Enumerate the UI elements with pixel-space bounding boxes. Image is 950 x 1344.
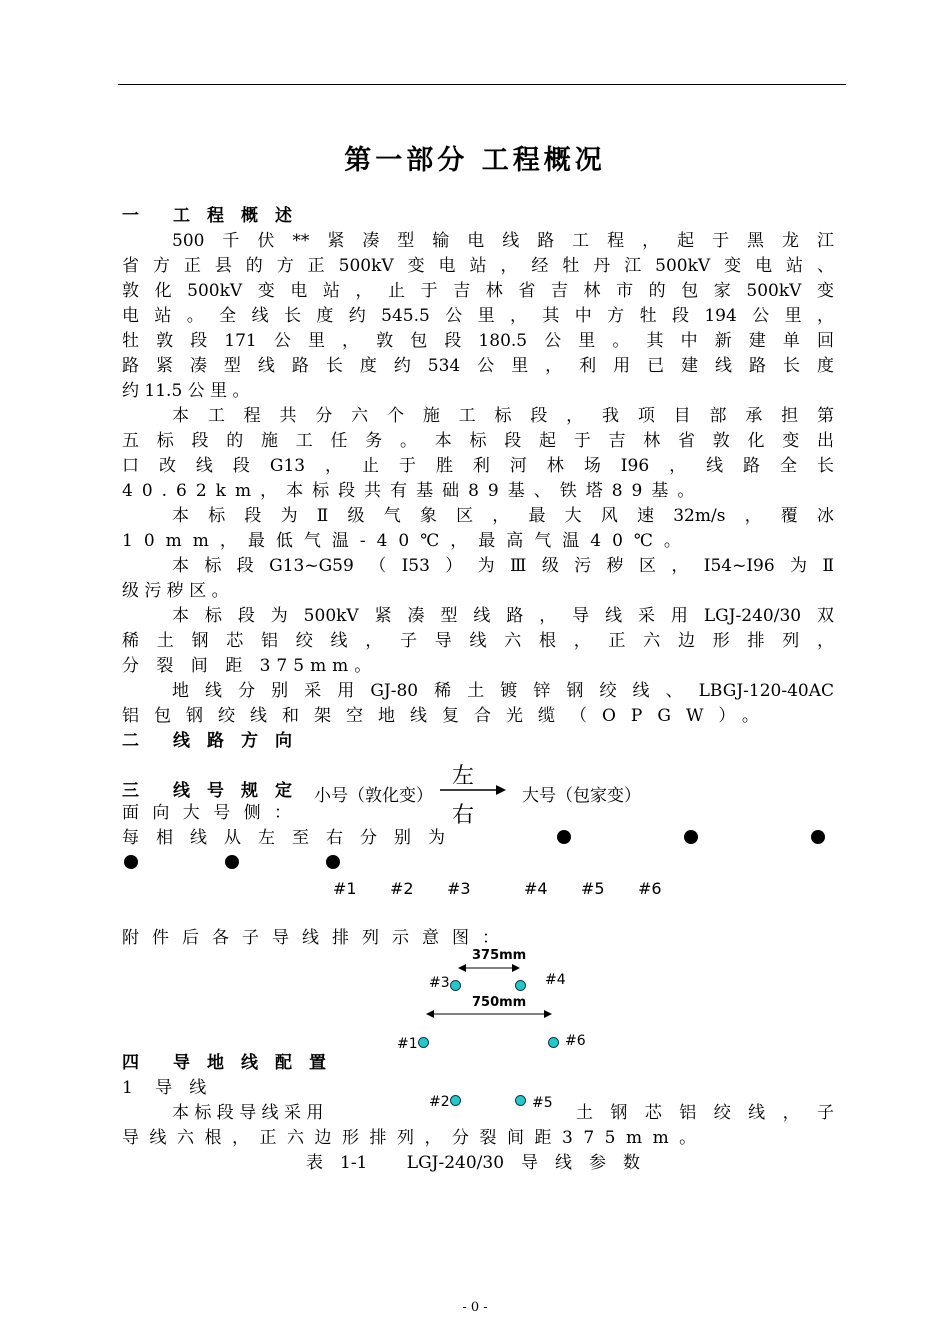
para-line: 铝包钢绞线和架空地线复合光缆（OPGW）。 [122,706,774,726]
dim-750-arrow-icon [426,1009,552,1019]
subsection-conductor: 1 导 线 [122,1078,207,1098]
large-number-label: 大号（包家变） [522,786,641,806]
para-line: 本标段为Ⅱ级气象区，最大风速32m/s，覆冰 [172,506,834,526]
phase-label: #4 [524,879,548,898]
page-title: 第一部分 工程概况 [344,145,606,176]
phase-label: #5 [581,879,605,898]
dim-375-label: 375mm [472,948,527,963]
section-4-heading: 四 导 地 线 配 置 [122,1053,326,1073]
phase-dot [124,855,138,869]
conductor-node-3 [450,980,461,991]
phase-label: #6 [638,879,662,898]
conductor-node-4 [515,980,526,991]
phase-dot [225,855,239,869]
para-line: 本 标 段 导 线 采 用 [172,1103,324,1123]
para-line: 省方正县的方正500kV变电站，经牡丹江500kV变电站、 [122,256,834,276]
dim-375-arrow-icon [458,963,520,973]
para-line: 牡敦段171公里，敦包段180.5公里。其中新建单回 [122,331,834,351]
phase-dot [811,830,825,844]
section-2-heading: 二 线 路 方 向 [122,731,292,751]
node-label: #4 [545,972,566,988]
page-number: - 0 - [462,1300,488,1315]
node-label: #2 [429,1094,450,1110]
para-line: 500千伏**紧凑型输电线路工程，起于黑龙江 [172,231,834,251]
dim-750-label: 750mm [472,995,527,1010]
conductor-node-2 [450,1095,461,1106]
para-line: 40.62km，本标段共有基础89基、铁塔89基。 [122,481,704,501]
conductor-node-6 [548,1037,559,1048]
phase-dot [326,855,340,869]
para-line: 导线六根，正六边形排列，分裂间距375mm。 [122,1128,707,1148]
para-line: 本标段G13~G59（I53）为Ⅲ级污秽区，I54~I96为Ⅱ [172,556,834,576]
para-line: 分 裂 间 距 375mm。 [122,656,378,676]
node-label: #3 [429,975,450,991]
diagram-caption: 附件后各子导线排列示意图： [122,928,512,948]
phase-dot [684,830,698,844]
phase-order-line: 每 相 线 从 左 至 右 分 别 为 [122,828,445,848]
para-line: 路紧凑型线路长度约534公里，利用已建线路长度 [122,356,834,376]
conductor-node-1 [418,1037,429,1048]
para-line: 约 11.5 公 里 。 [122,381,250,401]
direction-left-label: 左 [452,764,475,789]
header-rule [118,84,846,85]
direction-arrow-icon [440,783,506,797]
direction-right-label: 右 [452,803,475,828]
conductor-node-5 [515,1095,526,1106]
section-1-heading: 一 工 程 概 述 [122,206,292,226]
phase-dot [557,830,571,844]
para-line: 地线分别采用GJ-80稀土镀锌钢绞线、LBGJ-120-40AC [172,681,834,701]
small-number-label: 小号（敦化变） [314,786,433,806]
para-line: 10mm，最低气温-40℃，最高气温40℃。 [122,531,692,551]
node-label: #6 [565,1033,586,1049]
para-line: 级 污 秽 区 。 [122,581,229,601]
para-line: 电站。全线长度约545.5公里，其中方牡段194公里， [122,306,834,326]
phase-label: #3 [447,879,471,898]
para-line: 土 钢 芯 铝 绞 线 ， 子 [576,1103,834,1123]
para-line: 敦化500kV变电站，止于吉林省吉林市的包家500kV变 [122,281,834,301]
facing-side-line: 面 向 大 号 侧 ： [122,803,296,823]
phase-label: #2 [390,879,414,898]
table-caption: 表 1-1 LGJ-240/30 导 线 参 数 [306,1153,641,1173]
para-line: 本标段为500kV紧凑型线路，导线采用LGJ-240/30双 [172,606,834,626]
para-line: 本工程共分六个施工标段，我项目部承担第 [172,406,834,426]
para-line: 五标段的施工任务。本标段起于吉林省敦化变出 [122,431,834,451]
section-3-heading: 三 线 号 规 定 [122,781,292,801]
phase-label: #1 [333,879,357,898]
para-line: 口改线段G13，止于胜利河林场I96，线路全长 [122,456,834,476]
para-line: 稀土钢芯铝绞线，子导线六根，正六边形排列， [122,631,834,651]
node-label: #1 [397,1036,418,1052]
node-label: #5 [532,1095,553,1111]
